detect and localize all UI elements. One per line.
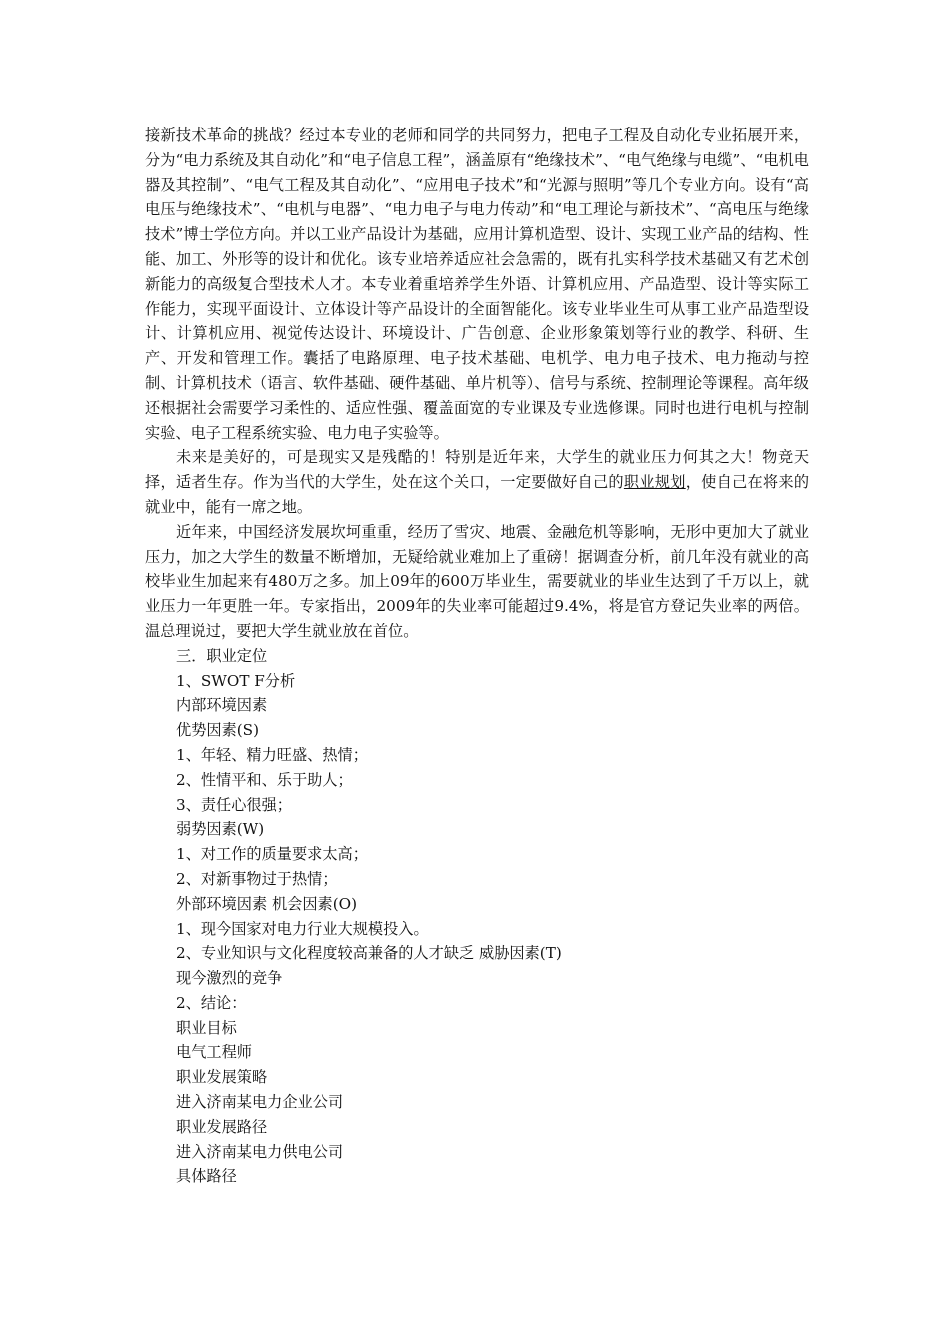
- strength-item: 3、责任心很强；: [176, 795, 292, 814]
- path-value: 进入济南某电力供电公司: [176, 1142, 344, 1161]
- section-heading-career-positioning: 三．职业定位: [176, 646, 268, 665]
- paragraph-employment-pressure: 近年来，中国经济发展坎坷重重，经历了雪灾、地震、金融危机等影响，无形中更加大了就业压力，加之大学生的数量不断增加，无疑给就业难加上了重磅！据调查分析，前几年没有就业的高校毕业生加起来有480万之多。加上09年的600万毕业生，需要就业的毕业生达到了千万以上，就业压力一年更胜一年。专家指出，2009年的失业率可能超过9.4%，将是官方登记失业率的两倍。温总理说过，要把大学生就业放在首位。: [145, 522, 809, 640]
- career-goal-label: 职业目标: [176, 1018, 237, 1037]
- specific-path-label: 具体路径: [176, 1167, 237, 1186]
- threat-item: 现今激烈的竞争: [176, 969, 283, 988]
- weakness-item: 2、对新事物过于热情；: [176, 869, 338, 888]
- strategy-label: 职业发展策略: [176, 1068, 268, 1087]
- paragraph-text-after-link: ，使自己在将来的就业中，能有一席之地。: [145, 473, 810, 516]
- career-goal-value: 电气工程师: [176, 1043, 252, 1062]
- conclusion-heading: 2、结论：: [176, 993, 247, 1012]
- strength-item: 1、年轻、精力旺盛、热情；: [176, 745, 368, 764]
- strategy-value: 进入济南某电力企业公司: [176, 1093, 344, 1112]
- opportunity-threat-item: 2、专业知识与文化程度较高兼备的人才缺乏 威胁因素(T): [176, 944, 562, 963]
- path-label: 职业发展路径: [176, 1117, 268, 1136]
- paragraph-career-planning: [145, 445, 809, 519]
- strengths-label: 优势因素(S): [176, 721, 260, 740]
- weakness-item: 1、对工作的质量要求太高；: [176, 845, 368, 864]
- document-page: [145, 123, 809, 1189]
- swot-heading: 1、SWOT F分析: [176, 671, 296, 690]
- career-planning-link[interactable]: 职业规划: [623, 473, 686, 492]
- paragraph-text-before-link: 未来是美好的，可是现实又是残酷的！特别是近年来，大学生的就业压力何其之大！物竞天择，适者生存。作为当代的大学生，处在这个关口，一定要做好自己的: [145, 448, 809, 492]
- weaknesses-label: 弱势因素(W): [176, 820, 265, 839]
- internal-factors-label: 内部环境因素: [176, 696, 268, 715]
- paragraph-major-description: 接新技术革命的挑战？经过本专业的老师和同学的共同努力，把电子工程及自动化专业拓展开来，分为“电力系统及其自动化”和“电子信息工程”，涵盖原有“绝缘技术”、“电气绝缘与电缆”、“电机电器及其控制”、“电气工程及其自动化”、“应用电子技术”和“光源与照明”等几个专业方向。设有“高电压与绝缘技术”、“电机与电器”、“电力电子与电力传动”和“电工理论与新技术”、“高电压与绝缘技术”博士学位方向。并以工业产品设计为基础，应用计算机造型、设计、实现工业产品的结构、性能、加工、外形等的设计和优化。该专业培养适应社会急需的，既有扎实科学技术基础又有艺术创新能力的高级复合型技术人才。本专业着重培养学生外语、计算机应用、产品造型、设计等实际工作能力，实现平面设计、立体设计等产品设计的全面智能化。该专业毕业生可从事工业产品造型设计、计算机应用、视觉传达设计、环境设计、广告创意、企业形象策划等行业的教学、科研、生产、开发和管理工作。囊括了电路原理、电子技术基础、电机学、电力电子技术、电力拖动与控制、计算机技术（语言、软件基础、硬件基础、单片机等）、信号与系统、控制理论等课程。高年级还根据社会需要学习柔性的、适应性强、覆盖面宽的专业课及专业选修课。同时也进行电机与控制实验、电子工程系统实验、电力电子实验等。: [145, 126, 809, 442]
- external-opportunities-label: 外部环境因素 机会因素(O): [176, 894, 358, 913]
- opportunity-item: 1、现今国家对电力行业大规模投入。: [176, 919, 429, 938]
- strength-item: 2、性情平和、乐于助人；: [176, 770, 353, 789]
